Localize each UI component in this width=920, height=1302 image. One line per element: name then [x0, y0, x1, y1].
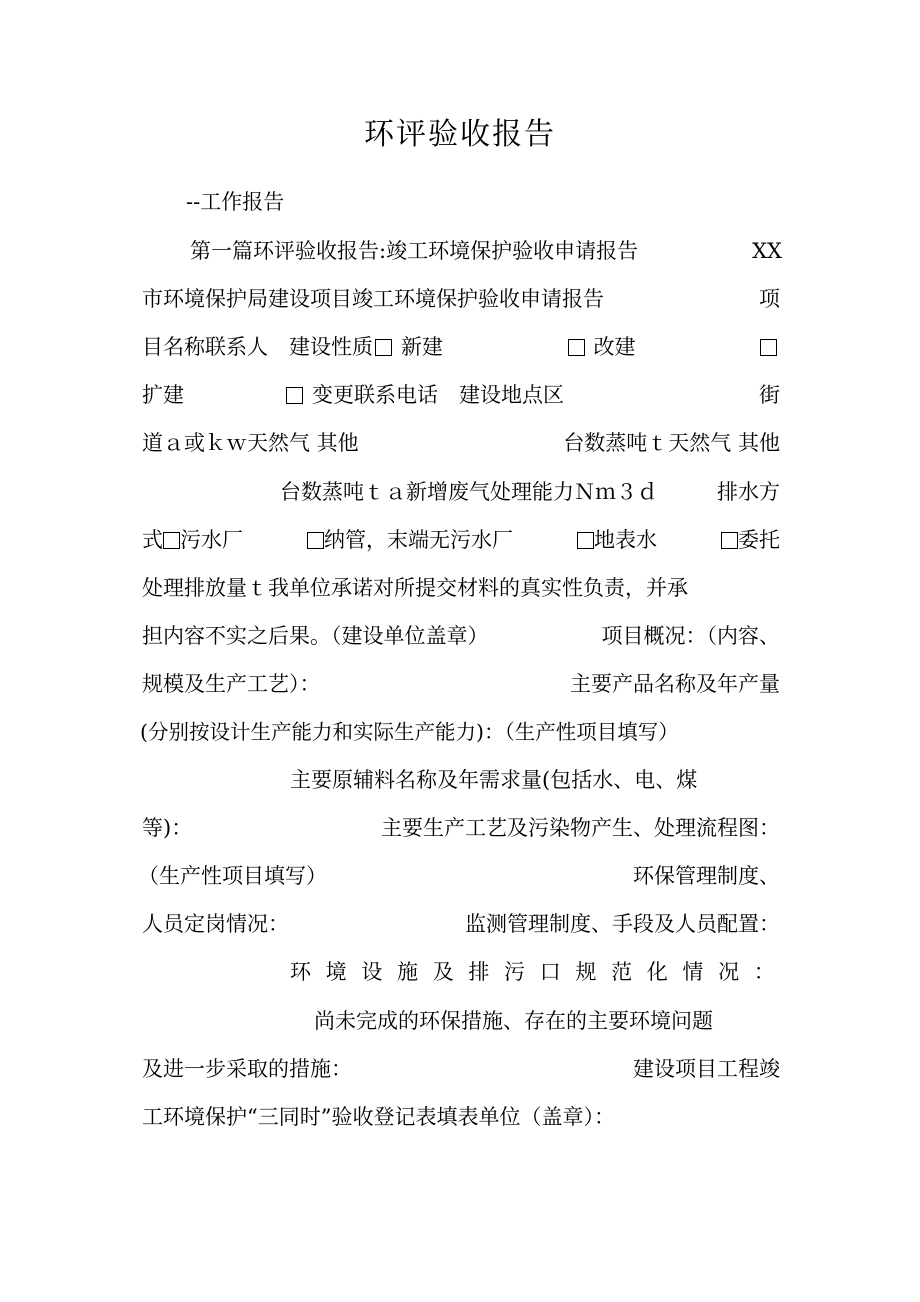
subtitle: --工作报告 — [186, 190, 285, 214]
subtitle-line — [186, 185, 284, 219]
text-line — [290, 955, 780, 989]
text-line — [142, 1100, 780, 1134]
text-segment — [566, 330, 636, 364]
text-segment — [721, 523, 780, 557]
text-line — [290, 763, 780, 797]
text-line — [142, 378, 780, 412]
text-segment: 主要产品名称及年产量 — [570, 672, 780, 696]
checkbox-surface-water[interactable] — [577, 532, 594, 549]
text-segment — [142, 523, 243, 557]
text-line — [142, 571, 780, 605]
text-line — [142, 811, 780, 845]
text-segment: 项 — [759, 287, 780, 311]
checkbox-label: 新建 — [401, 335, 443, 359]
text-line — [142, 619, 780, 653]
text-line — [142, 426, 780, 460]
text-segment: 扩建 — [142, 383, 184, 407]
text-line — [142, 907, 780, 941]
text-segment — [758, 330, 780, 364]
text-segment: 台数蒸吨ｔ天然气 其他 — [563, 431, 780, 455]
text-segment: 处理排放量ｔ我单位承诺对所提交材料的真实性负责，并承 — [142, 576, 688, 600]
checkbox-new[interactable] — [375, 339, 392, 356]
text-segment: 建设项目工程竣 — [633, 1057, 780, 1081]
text-segment: 街 — [759, 383, 780, 407]
checkbox-label: 污水厂 — [180, 528, 243, 552]
text-segment: 项目概况：（内容、 — [601, 624, 780, 648]
text-segment: 变更联系电话 建设地点区 — [312, 383, 564, 407]
checkbox-renovate[interactable] — [568, 339, 585, 356]
text-segment: 监测管理制度、手段及人员配置： — [465, 912, 780, 936]
document-title: 环评验收报告 — [364, 117, 556, 152]
text-segment: 排水方 — [717, 480, 780, 504]
text-line — [314, 1004, 780, 1038]
text-segment — [284, 378, 564, 412]
text-segment: 台数蒸吨ｔａ新增废气处理能力Ｎｍ３ｄ — [280, 480, 658, 504]
text-line — [142, 282, 780, 316]
text-segment: 市环境保护局建设项目竣工环境保护验收申请报告 — [142, 287, 604, 311]
text-segment: 主要原辅料名称及年需求量(包括水、电、煤 — [290, 768, 698, 792]
text-segment: 主要生产工艺及污染物产生、处理流程图： — [381, 816, 780, 840]
text-line — [142, 523, 780, 557]
text-segment: XX — [752, 239, 782, 263]
checkbox-change[interactable] — [286, 387, 303, 404]
text-segment: （生产性项目填写） — [138, 864, 327, 888]
checkbox-expand[interactable] — [760, 339, 777, 356]
text-segment — [307, 523, 513, 557]
text-segment: 式 — [142, 528, 163, 552]
text-line — [280, 475, 780, 509]
text-segment: 第一篇环评验收报告:竣工环境保护验收申请报告 — [190, 239, 639, 263]
text-segment: 担内容不实之后果。（建设单位盖章） — [142, 624, 489, 648]
text-segment: 道ａ或ｋｗ天然气 其他 — [142, 431, 359, 455]
checkbox-label: 改建 — [593, 335, 636, 359]
text-segment: (分别按设计生产能力和实际生产能力)：（生产性项目填写） — [140, 720, 679, 744]
text-segment: 及进一步采取的措施： — [142, 1057, 352, 1081]
text-segment: 人员定岗情况： — [142, 912, 289, 936]
text-line — [142, 667, 780, 701]
text-segment — [142, 330, 443, 364]
text-line — [140, 715, 782, 749]
text-segment: 规模及生产工艺）： — [142, 672, 321, 696]
text-line — [142, 1052, 780, 1086]
checkbox-label: 委托 — [738, 528, 780, 552]
checkbox-entrust[interactable] — [721, 532, 738, 549]
text-line — [190, 234, 782, 268]
text-segment: 环 境 设 施 及 排 污 口 规 范 化 情 况 ： — [290, 960, 779, 984]
checkbox-label: 地表水 — [594, 528, 657, 552]
text-segment: 目名称联系人 建设性质 — [142, 335, 373, 359]
text-line — [138, 859, 780, 893]
text-segment — [577, 523, 657, 557]
checkbox-label: 纳管，末端无污水厂 — [324, 528, 513, 552]
checkbox-pipe[interactable] — [307, 532, 324, 549]
text-segment: 尚未完成的环保措施、存在的主要环境问题 — [314, 1009, 713, 1033]
text-line — [142, 330, 780, 364]
text-segment: 环保管理制度、 — [633, 864, 780, 888]
text-segment: 等)： — [142, 816, 193, 840]
text-segment: 工环境保护“三同时”验收登记表填表单位（盖章）： — [142, 1105, 615, 1129]
checkbox-sewage-plant[interactable] — [163, 532, 180, 549]
